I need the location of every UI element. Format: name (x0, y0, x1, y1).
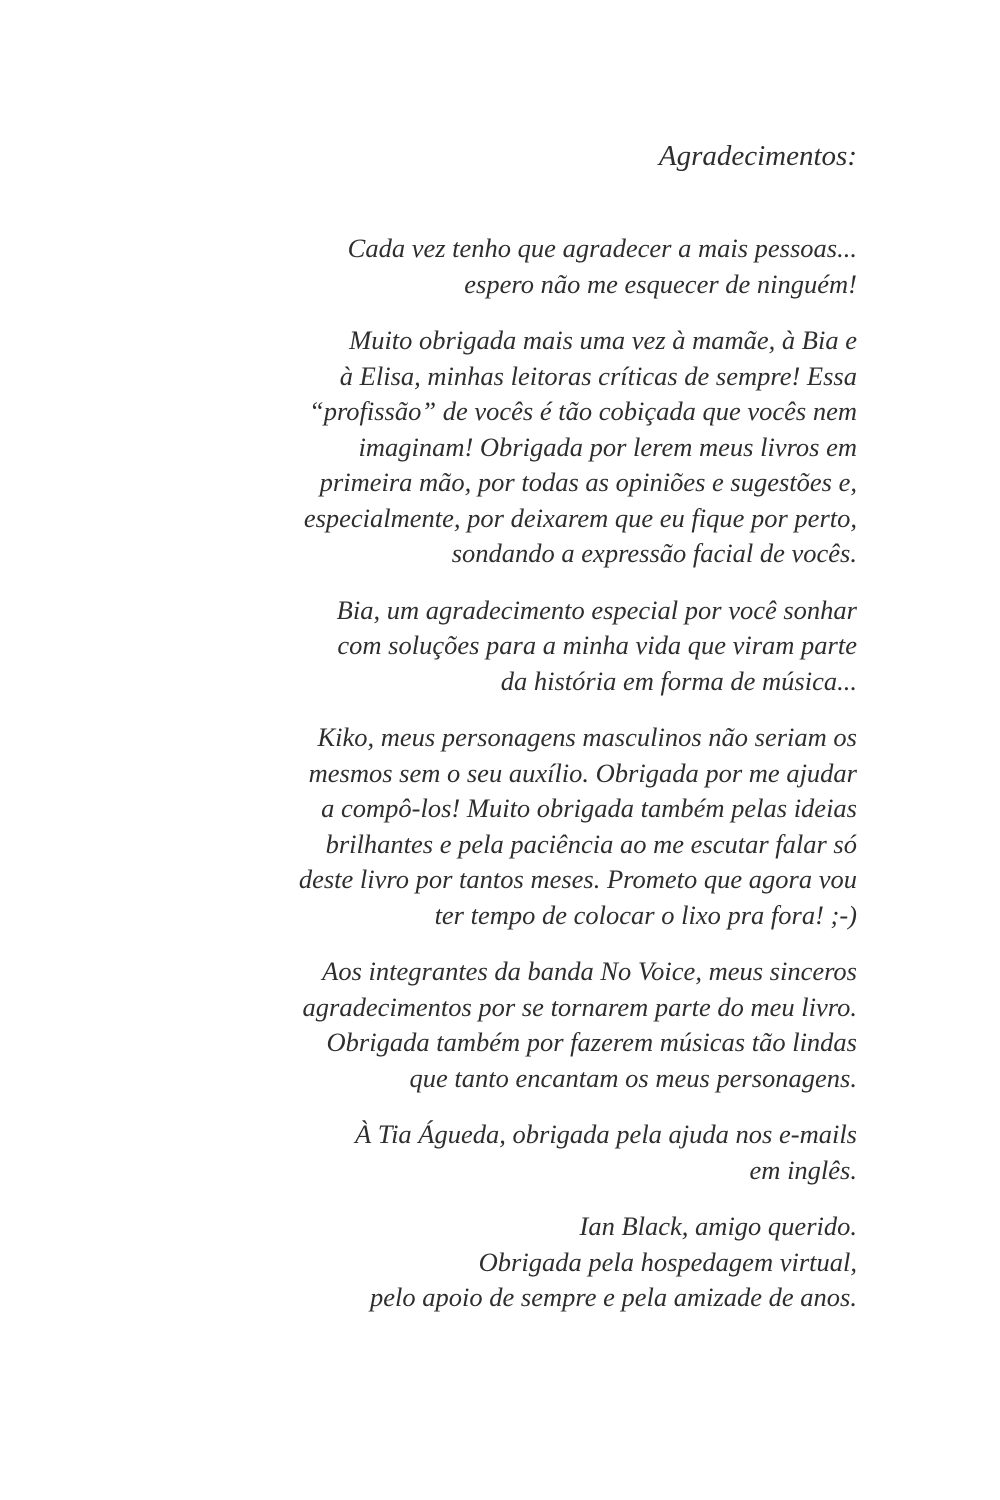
text-line: à Elisa, minhas leitoras críticas de sempre! Essa (339, 360, 857, 391)
text-line: espero não me esquecer de ninguém! (464, 268, 857, 299)
text-line: Cada vez tenho que agradecer a mais pessoas... (347, 233, 857, 263)
acknowledgement-paragraph (277, 1209, 857, 1316)
acknowledgement-paragraph (277, 720, 857, 933)
acknowledgement-paragraph (277, 593, 857, 700)
text-line: Aos integrantes da banda No Voice, meus sinceros (322, 956, 857, 986)
text-line: Obrigada também por fazerem músicas tão lindas (326, 1027, 857, 1057)
acknowledgement-paragraph (277, 1117, 857, 1188)
text-line: ter tempo de colocar o lixo pra fora! ;-) (434, 899, 857, 930)
text-line: a compô-los! Muito obrigada também pelas ideias (321, 793, 857, 823)
text-line: sondando a expressão facial de vocês. (451, 538, 857, 568)
text-line: que tanto encantam os meus personagens. (409, 1062, 857, 1093)
text-line: À Tia Águeda, obrigada pela ajuda nos e-mails (354, 1119, 857, 1149)
text-line: “profissão” de vocês é tão cobiçada que vocês nem (308, 396, 857, 426)
text-line: Ian Black, amigo querido. (579, 1211, 857, 1241)
text-line: da história em forma de música... (500, 665, 857, 696)
text-line: primeira mão, por todas as opiniões e sugestões e, (319, 467, 857, 497)
acknowledgement-paragraph (277, 954, 857, 1096)
text-line: mesmos sem o seu auxílio. Obrigada por me ajudar (308, 757, 857, 788)
text-line: Muito obrigada mais uma vez à mamãe, à Bia e (349, 325, 857, 355)
text-line: Bia, um agradecimento especial por você sonhar (336, 594, 857, 625)
page-heading: Agradecimentos: (658, 140, 857, 172)
acknowledgement-paragraph (277, 231, 857, 302)
text-line: brilhantes e pela paciência ao me escutar falar só (325, 828, 857, 859)
text-line: deste livro por tantos meses. Prometo que agora vou (298, 864, 857, 894)
text-line: imaginam! Obrigada por lerem meus livros em (358, 431, 857, 462)
acknowledgements-body (277, 231, 857, 1337)
acknowledgement-paragraph (277, 323, 857, 572)
text-line: em inglês. (749, 1154, 857, 1185)
text-line: Obrigada pela hospedagem virtual, (478, 1246, 857, 1277)
text-line: agradecimentos por se tornarem parte do meu livro. (302, 991, 857, 1022)
text-line: pelo apoio de sempre e pela amizade de anos. (370, 1282, 857, 1312)
text-line: especialmente, por deixarem que eu fique por perto, (303, 502, 857, 533)
text-line: com soluções para a minha vida que viram parte (337, 630, 857, 660)
text-line: Kiko, meus personagens masculinos não seriam os (317, 722, 857, 752)
